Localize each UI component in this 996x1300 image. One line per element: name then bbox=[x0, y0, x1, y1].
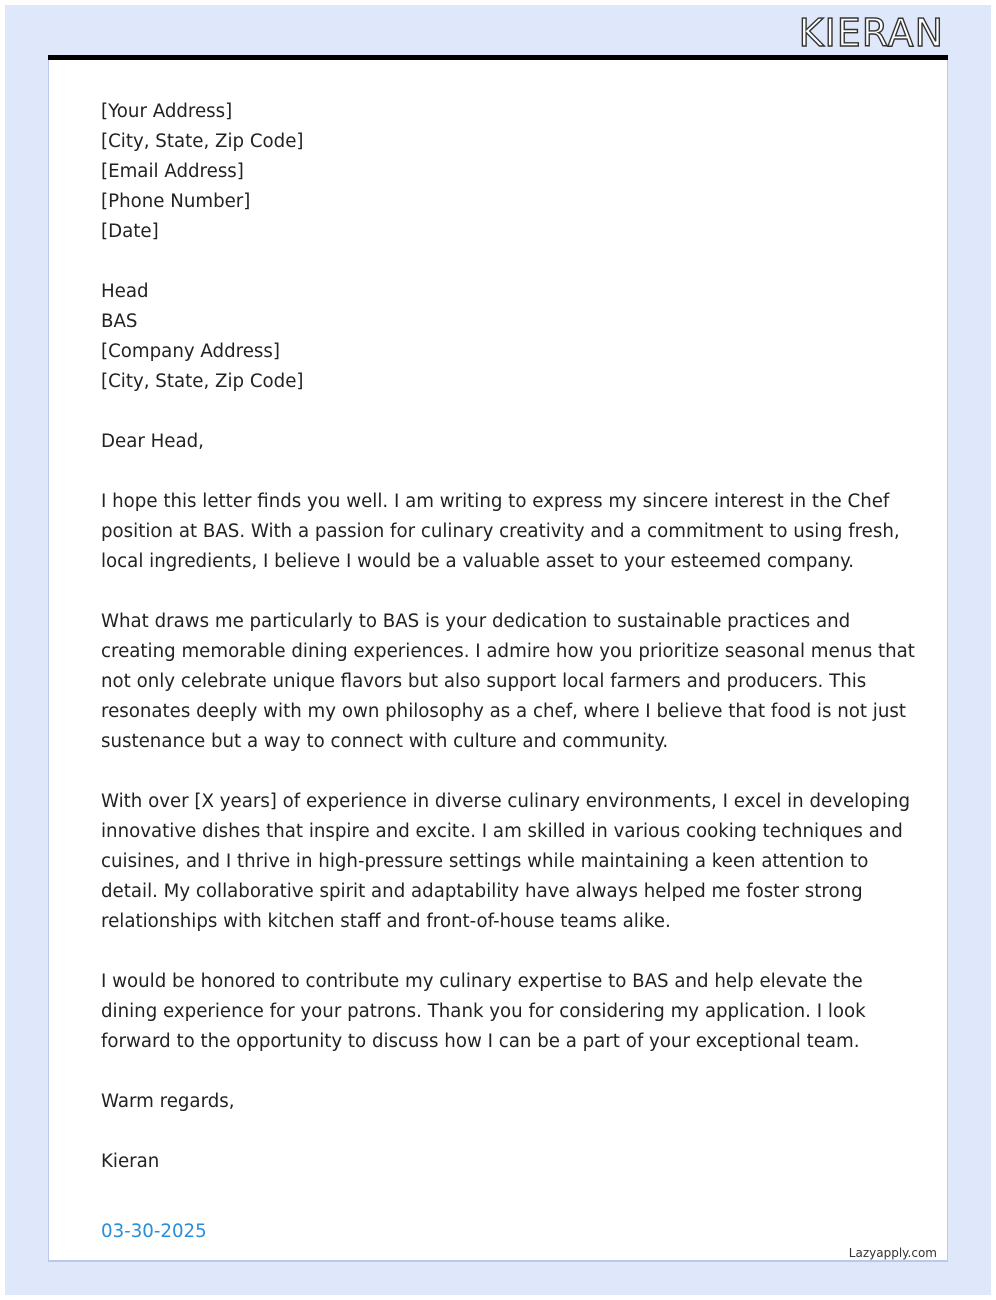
salutation: Dear Head, bbox=[101, 431, 204, 452]
paragraph-line: local ingredients, I believe I would be a valuable asset to your esteemed company. bbox=[101, 551, 854, 572]
sender-address: [Your Address] bbox=[101, 101, 233, 122]
body-paragraph-4 bbox=[101, 967, 897, 1057]
letter-page bbox=[48, 60, 948, 1262]
spacer bbox=[101, 577, 897, 607]
recipient-name: Head bbox=[101, 281, 149, 302]
paragraph-line: relationships with kitchen staff and front-of-house teams alike. bbox=[101, 911, 671, 932]
paragraph-line: forward to the opportunity to discuss how I can be a part of your exceptional team. bbox=[101, 1031, 860, 1052]
paragraph-line: cuisines, and I thrive in high-pressure settings while maintaining a keen attention to bbox=[101, 851, 869, 872]
sender-city-state-zip: [City, State, Zip Code] bbox=[101, 131, 304, 152]
paragraph-line: I would be honored to contribute my culinary expertise to BAS and help elevate the bbox=[101, 971, 863, 992]
sender-date: [Date] bbox=[101, 221, 159, 242]
header-name: KIERAN bbox=[798, 11, 944, 55]
spacer bbox=[101, 1057, 897, 1087]
closing: Warm regards, bbox=[101, 1091, 235, 1112]
paragraph-line: innovative dishes that inspire and excite. I am skilled in various cooking techniques and bbox=[101, 821, 903, 842]
paragraph-line: position at BAS. With a passion for culinary creativity and a commitment to using fresh, bbox=[101, 521, 900, 542]
recipient-block bbox=[101, 277, 897, 397]
signature: Kieran bbox=[101, 1151, 160, 1172]
paragraph-line: creating memorable dining experiences. I admire how you prioritize seasonal menus that bbox=[101, 641, 915, 662]
spacer bbox=[101, 457, 897, 487]
body-paragraph-2 bbox=[101, 607, 915, 757]
letter-body bbox=[101, 97, 915, 1177]
paragraph-line: not only celebrate unique flavors but also support local farmers and producers. This bbox=[101, 671, 867, 692]
sender-block bbox=[101, 97, 897, 247]
recipient-address: [Company Address] bbox=[101, 341, 280, 362]
paragraph-line: With over [X years] of experience in diverse culinary environments, I excel in developing bbox=[101, 791, 910, 812]
paragraph-line: resonates deeply with my own philosophy as a chef, where I believe that food is not just bbox=[101, 701, 906, 722]
spacer bbox=[101, 247, 897, 277]
paragraph-line: sustenance but a way to connect with culture and community. bbox=[101, 731, 669, 752]
paragraph-line: What draws me particularly to BAS is your dedication to sustainable practices and bbox=[101, 611, 851, 632]
spacer bbox=[101, 937, 897, 967]
footer-brand: Lazyapply.com bbox=[848, 1246, 937, 1260]
sender-email: [Email Address] bbox=[101, 161, 244, 182]
footer-date: 03-30-2025 bbox=[101, 1221, 207, 1242]
paragraph-line: dining experience for your patrons. Thank you for considering my application. I look bbox=[101, 1001, 866, 1022]
sender-phone: [Phone Number] bbox=[101, 191, 251, 212]
body-paragraph-3 bbox=[101, 787, 910, 937]
spacer bbox=[101, 757, 897, 787]
paragraph-line: I hope this letter finds you well. I am writing to express my sincere interest in the Chef bbox=[101, 491, 890, 512]
paragraph-line: detail. My collaborative spirit and adaptability have always helped me foster strong bbox=[101, 881, 863, 902]
recipient-city-state-zip: [City, State, Zip Code] bbox=[101, 371, 304, 392]
spacer bbox=[101, 397, 897, 427]
recipient-company: BAS bbox=[101, 311, 138, 332]
spacer bbox=[101, 1117, 897, 1147]
body-paragraph-1 bbox=[101, 487, 900, 577]
